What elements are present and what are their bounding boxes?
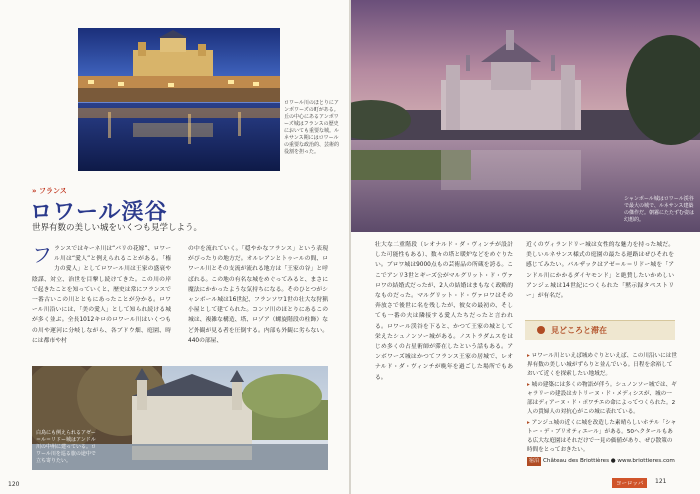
highlights-list	[527, 352, 677, 468]
bottom-photo-caption: 白鳥にも例えられるアゼー＝ル＝リドー城はアンドル川の中州に建っている。ロワール川を巡る旅の途中で立ち寄りたい。	[36, 430, 97, 464]
right-page-number: 121	[655, 478, 667, 485]
left-page-number: 120	[8, 481, 20, 488]
region-badge: ヨーロッパ	[612, 478, 647, 488]
dropcap: フ	[32, 244, 52, 267]
section-icon	[537, 326, 545, 334]
body-column-1	[32, 244, 171, 358]
top-photo-caption: ロワール川のほとりにアンボワーズの町がある。丘の中心にあるアンボワーズ城はフランスの歴史においても重要な城。ルネサンス期にはロワールの重要な政治的、芸術的役割を担った。	[284, 100, 340, 155]
body-column-3: 壮大な二重階段（レオナルド・ダ・ヴィンチが設計した可能性もある）、数々の塔と暖炉などをめぐりたい。ブロワ城は9000点もの芸術品の所蔵を誇る。ここでアンリ3世とギーズ公がマルグリット・ド・ヴァロワの結婚式だったが、2人の結婚はまもなく政略的なものだった。マルグリット・ド・ヴァロワはその奔放さで後世に名を残したが、彼女の最初の、そしても一番の夫は隣接する愛人たちだったと言われる。ロワール渓谷を下ると、かつて王家の城として栄えたシュノンソー城がある。ノストラダムスをはじめ多くの占星術師が滞在したという話もある。アンボワーズ城はかつてフランス王家の居城で、レオナルド・ダ・ヴィンチが晩年を過ごした場所でもある。	[375, 242, 513, 381]
article-title: ロワール渓谷	[30, 199, 168, 225]
article-subtitle: 世界有数の美しい城をいくつも見学しよう。	[32, 223, 203, 233]
amboise-castle-photo	[78, 28, 280, 171]
hotel-info: 宿泊 Château des Briottières ● www.briottieres.com	[529, 458, 675, 464]
tip-item: ▸ ロワール川といえば城めぐりといえば、この川沿いには世界有数の美しい城がずらりと並んでいる。日程を余裕しておいて近くを探索したい地域だ。	[527, 353, 677, 377]
left-page	[0, 0, 349, 494]
tip-item: ▸ アンジュ城の近くに城を改造した素晴らしいホテル「シャトー・デ・ブリオティエール」がある。50ヘクタールもある広大な庭園はそれだけで一見の価値があり、ぜひ散策の時間をとっておきたい。	[527, 420, 677, 453]
body-column-2: の中を流れていく。「穏やかなフランス」という表現がぴったりの地方だ。オルレアンとトゥールの間、ロワール川とその支流が流れる地方は「王家の谷」と呼ばれる。この地の有名な城をめぐってみると、まさに魔法にかかったような気持ちになる。そのひとつがシャンボール城は16世紀、フランソワ1世の壮大な狩猟小屋として建てられた。コンソ川のほとりにあるこの城は、複雑な構造、塔、ロゾア（螺旋階段の柱飾）など外観が見る者を圧倒する。内部も外観に劣らない。440の部屋、	[188, 246, 328, 344]
highlights-header	[525, 320, 675, 340]
tip-item: ▸ 城の建築には多くの物語が伴う。シュノンソー城では、ギャラリーの建設はカトリーヌ・ド・メディシスが、城の一部はディアーヌ・ド・ポワチエの命によってつくられた。2人の貴婦人の対抗心がこの城に表れている。	[527, 382, 677, 415]
body-column-4: 近くのヴィランドリー城は女性的な魅力を持った城だ。美しいルネサンス様式の庭園の最たる運路はぜひそれを感じてみたい。パルザックはアゼ＝ル＝リドー城を「アンドル川にかかるダイヤモンド」と絶賛したいかめしいアンジェ城は14世紀につくられた「黙示録タペストリー」が有名だ。	[526, 242, 674, 300]
highlights-title: 見どころと滞在	[551, 325, 607, 335]
top-right-photo-caption: シャンボール城はロワール渓谷で最大の城で、ルネサンス建築の傑作だ。朝霧にたたずむ姿は幻想的。	[624, 196, 695, 223]
region-tag: » フランス	[32, 187, 67, 195]
body-text-1: ランスではキーネ川は“パリの花嫁”、ロワール川は“愛人”と例えられることがある。「権力の愛人」としてロワール川は王家の盛衰や陰謀、対立、治世を目撃し続けてきた。この川の岸で起きたことを知っていくと、歴史は常にフランスで一番古いこの川とともにあったことが分かる。ロワール川沿いには、「美の愛人」として知られ続ける城が多く並ぶ。全長1012キロのロワール川はいくつもの川や運河に分岐しながら、各ブドウ畑、庭園、時には都市や村	[32, 246, 171, 344]
